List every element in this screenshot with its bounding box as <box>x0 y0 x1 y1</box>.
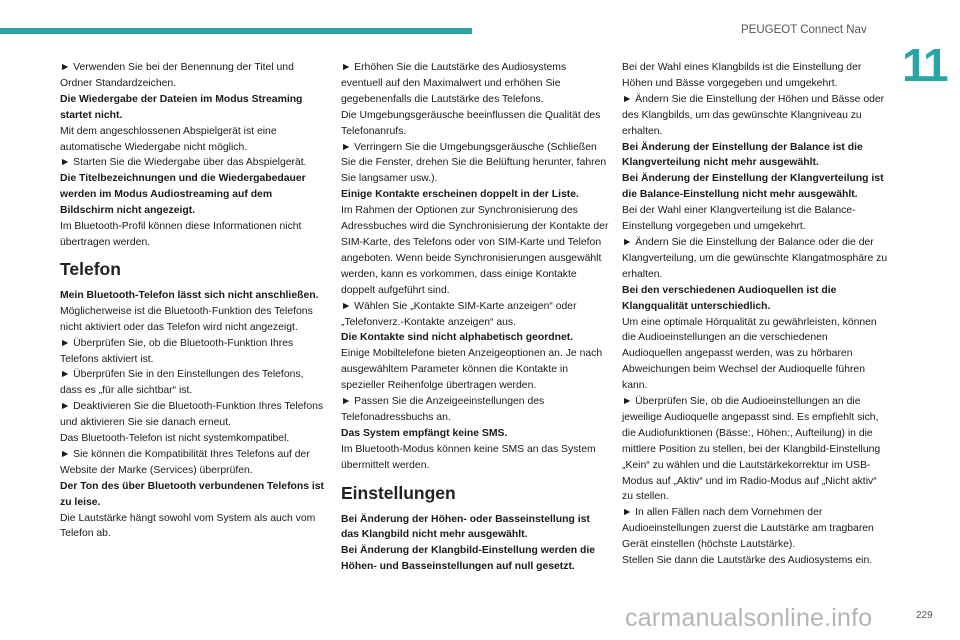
question-heading: Der Ton des über Bluetooth verbundenen Telefons ist zu leise. <box>60 480 325 508</box>
column-2 <box>341 60 609 575</box>
paragraph: ► Verringern Sie die Umgebungsgeräusche (Schließen Sie die Fenster, drehen Sie die Belüftung herunter, fahren Sie langsamer usw.). <box>341 141 607 185</box>
section-heading-telefon: Telefon <box>60 258 121 279</box>
question-heading: Bei Änderung der Klangbild-Einstellung werden die Höhen- und Basseinstellungen auf null gesetzt. <box>341 545 596 573</box>
paragraph: Mit dem angeschlossenen Abspielgerät ist eine automatische Wiedergabe nicht möglich. <box>60 125 277 153</box>
paragraph: Die Umgebungsgeräusche beeinflussen die Qualität des Telefonanrufs. <box>341 109 601 137</box>
paragraph: ► Überprüfen Sie, ob die Bluetooth-Funktion Ihres Telefons aktiviert ist. <box>60 337 294 365</box>
question-heading: Bei den verschiedenen Audioquellen ist die Klangqualität unterschiedlich. <box>622 284 837 312</box>
paragraph: ► Passen Sie die Anzeigeeinstellungen des Telefonadressbuchs an. <box>341 396 545 423</box>
question-heading: Die Wiedergabe der Dateien im Modus Streaming startet nicht. <box>60 93 303 121</box>
paragraph: ► Überprüfen Sie, ob die Audioeinstellungen an die jeweilige Audioquelle angepasst sind. Es empfiehlt sich, die Audiofunktionen (Bässe:, Höhen:, Aufteilung) in die mittlere Position zu stellen, bei der Klangbild-Einstellung „Kein“ zu wählen und die Lautstärkekorrektur im USB-Modus auf „Aktiv“ und im Radio-Modus auf „Nicht aktiv“ zu stellen. <box>622 396 881 503</box>
paragraph: ► In allen Fällen nach dem Vornehmen der Audioeinstellungen zuerst die Lautstärke am tragbaren Gerät einstellen (höchste Lautstärke). <box>622 507 874 551</box>
paragraph: ► Wählen Sie „Kontakte SIM-Karte anzeigen“ oder „Telefonverz.-Kontakte anzeigen“ aus. <box>341 300 577 328</box>
paragraph: ► Verwenden Sie bei der Benennung der Titel und Ordner Standardzeichen. <box>60 62 294 89</box>
chapter-number: 11 <box>902 39 947 91</box>
question-heading: Bei Änderung der Einstellung der Balance ist die Klangverteilung nicht mehr ausgewählt. <box>622 141 863 169</box>
paragraph: Bei der Wahl einer Klangverteilung ist die Balance-Einstellung vorgegeben und umgekehrt. <box>622 205 856 233</box>
paragraph: Im Rahmen der Optionen zur Synchronisierung des Adressbuches wird die Synchronisierung der Kontakte der SIM-Karte, des Telefons oder von SIM-Karte und Telefon angeboten. Wenn beide Synchronisierungen ausgewählt werden, kann es vorkommen, dass einige Kontakte doppelt aufgeführt sind. <box>341 205 609 296</box>
column-1 <box>60 60 328 542</box>
paragraph: Im Bluetooth-Profil können diese Informationen nicht übertragen werden. <box>60 221 302 248</box>
header-title: PEUGEOT Connect Nav <box>741 24 867 36</box>
paragraph: Möglicherweise ist die Bluetooth-Funktion des Telefons nicht aktiviert oder das Telefon wird nicht angezeigt. <box>60 305 313 333</box>
paragraph: Im Bluetooth-Modus können keine SMS an das System übermittelt werden. <box>341 443 596 471</box>
question-heading: Die Titelbezeichnungen und die Wiedergabedauer werden im Modus Audiostreaming auf dem Bildschirm nicht angezeigt. <box>60 173 306 217</box>
question-heading: Das System empfängt keine SMS. <box>341 427 508 439</box>
column-3 <box>622 60 890 569</box>
paragraph: ► Sie können die Kompatibilität Ihres Telefons auf der Website der Marke (Services) überprüfen. <box>60 448 310 476</box>
paragraph: ► Ändern Sie die Einstellung der Höhen und Bässe oder des Klangbilds, um das gewünschte Klangniveau zu erhalten. <box>622 93 885 137</box>
paragraph: ► Erhöhen Sie die Lautstärke des Audiosystems eventuell auf den Maximalwert und erhöhen Sie gegebenenfalls die Lautstärke des Telefons. <box>341 62 567 105</box>
question-heading: Bei Änderung der Höhen- oder Basseinstellung ist das Klangbild nicht mehr ausgewählt. <box>341 513 590 541</box>
paragraph: Um eine optimale Hörqualität zu gewährleisten, können die Audioeinstellungen an die verschiedenen Audioquellen angepasst werden, was zu hörbaren Abweichungen beim Wechsel der Audioquelle führen kann. <box>622 316 877 392</box>
paragraph: ► Ändern Sie die Einstellung der Balance oder die der Klangverteilung, um die gewünschte Klangatmosphäre zu erhalten. <box>622 236 888 280</box>
page-number: 229 <box>916 610 933 621</box>
paragraph: Bei der Wahl eines Klangbilds ist die Einstellung der Höhen und Bässe vorgegeben und umgekehrt. <box>622 62 862 89</box>
paragraph: Die Lautstärke hängt sowohl vom System als auch vom Telefon ab. <box>60 512 316 540</box>
section-heading-einstellungen: Einstellungen <box>341 482 456 503</box>
question-heading: Die Kontakte sind nicht alphabetisch geordnet. <box>341 332 574 344</box>
question-heading: Bei Änderung der Einstellung der Klangverteilung ist die Balance-Einstellung nicht mehr ausgewählt. <box>622 173 884 201</box>
paragraph: Einige Mobiltelefone bieten Anzeigeoptionen an. Je nach ausgewähltem Parameter können die Kontakte in spezieller Reihenfolge übertragen werden. <box>341 348 603 392</box>
paragraph: ► Deaktivieren Sie die Bluetooth-Funktion Ihres Telefons und aktivieren Sie sie danach erneut. <box>60 401 324 429</box>
paragraph: Stellen Sie dann die Lautstärke des Audiosystems ein. <box>622 555 873 567</box>
question-heading: Einige Kontakte erscheinen doppelt in der Liste. <box>341 189 579 201</box>
paragraph: ► Starten Sie die Wiedergabe über das Abspielgerät. <box>60 157 307 169</box>
header-accent-bar <box>0 28 472 34</box>
watermark: carmanualsonline.info <box>625 604 873 632</box>
paragraph: Das Bluetooth-Telefon ist nicht systemkompatibel. <box>60 433 290 445</box>
question-heading: Mein Bluetooth-Telefon lässt sich nicht anschließen. <box>60 289 319 301</box>
paragraph: ► Überprüfen Sie in den Einstellungen des Telefons, dass es „für alle sichtbar“ ist. <box>60 369 304 397</box>
